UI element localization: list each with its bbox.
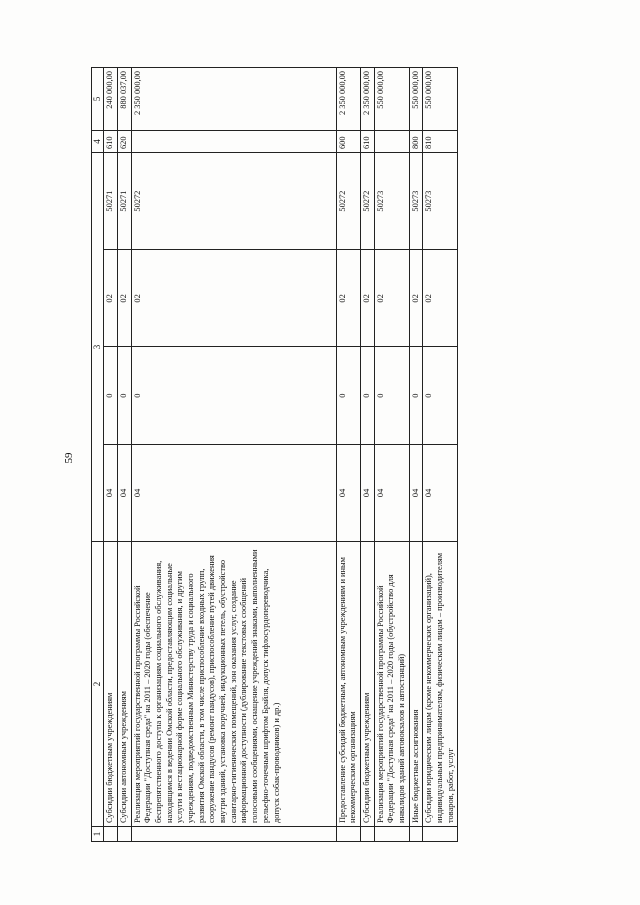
header-col-5: 5 <box>92 68 104 131</box>
code-part: 0 <box>131 347 336 444</box>
code-part: 0 <box>409 347 423 444</box>
table-row <box>361 68 375 842</box>
row-description: Предоставление субсидий бюджетным, автономным учреждениям и иным некоммерческим организациям <box>336 542 360 827</box>
row-description: Субсидии автономным учреждениям <box>118 542 132 827</box>
code-part: 02 <box>104 250 118 347</box>
table-row <box>374 68 409 842</box>
row-description: Реализация мероприятий государственной программы Российской Федерации "Доступная среда" на 2011 – 2020 годы (обеспечение беспрепятственного доступа к организациям социального обслуживания, находящимся в ведении Омской области, предоставляющим социальные услуги в нестационарной форме социального обслуживания, и другим учреждениям, подведомственным Министерству труда и социального развития Омской области, в том числе приспособление входных групп, сооружение пандусов (ремонт пандусов), приспособление путей движения внутри зданий, установка поручней, индукционных петель, обустройство санитарно-гигиенических помещений, зон оказания услуг, создание информационной доступности (дублирование текстовых сообщений голосовыми сообщениями, оснащение учреждений знаками, выполненными рельефно-точечным шрифтом Брайля, допуск тифлосурдопереводчика, допуск собак-проводников) и др.) <box>131 542 336 827</box>
expense-type: 600 <box>336 131 360 153</box>
code-part: 50271 <box>104 153 118 250</box>
row-number-cell <box>104 827 118 842</box>
code-part: 0 <box>361 347 375 444</box>
code-part: 02 <box>361 250 375 347</box>
table-row <box>409 68 423 842</box>
amount: 240 000,00 <box>104 68 118 131</box>
code-part: 02 <box>131 250 336 347</box>
row-number-cell <box>423 827 458 842</box>
row-number-cell <box>131 827 336 842</box>
amount: 550 000,00 <box>374 68 409 131</box>
code-part: 50273 <box>423 153 458 250</box>
code-part: 04 <box>409 444 423 541</box>
amount: 2 350 000,00 <box>131 68 336 131</box>
row-description: Субсидии бюджетным учреждениям <box>361 542 375 827</box>
code-part: 02 <box>374 250 409 347</box>
code-part: 50272 <box>131 153 336 250</box>
code-part: 04 <box>104 444 118 541</box>
code-part: 02 <box>336 250 360 347</box>
row-number-cell <box>374 827 409 842</box>
table-row <box>423 68 458 842</box>
expense-type: 810 <box>423 131 458 153</box>
amount: 550 000,00 <box>409 68 423 131</box>
code-part: 50271 <box>118 153 132 250</box>
expense-type: 800 <box>409 131 423 153</box>
row-description: Реализация мероприятий государственной программы Российской Федерации "Доступная среда" на 2011 – 2020 годы (обустройство для инвалидов зданий автовокзалов и автостанций) <box>374 542 409 827</box>
code-part: 04 <box>336 444 360 541</box>
code-part: 04 <box>361 444 375 541</box>
code-part: 50272 <box>361 153 375 250</box>
amount: 550 000,00 <box>423 68 458 131</box>
row-description: Субсидии бюджетным учреждениям <box>104 542 118 827</box>
table-row <box>118 68 132 842</box>
expense-type <box>131 131 336 153</box>
expense-type: 610 <box>361 131 375 153</box>
code-part: 0 <box>336 347 360 444</box>
rotated-table-page <box>63 67 551 842</box>
code-part: 02 <box>409 250 423 347</box>
table-header-row <box>92 68 104 842</box>
code-part: 0 <box>104 347 118 444</box>
expense-type <box>374 131 409 153</box>
row-number-cell <box>118 827 132 842</box>
row-description: Иные бюджетные ассигнования <box>409 542 423 827</box>
code-part: 02 <box>423 250 458 347</box>
code-part: 04 <box>131 444 336 541</box>
budget-table <box>91 67 458 842</box>
amount: 2 350 000,00 <box>361 68 375 131</box>
code-part: 04 <box>374 444 409 541</box>
expense-type: 620 <box>118 131 132 153</box>
code-part: 0 <box>423 347 458 444</box>
code-part: 02 <box>118 250 132 347</box>
table-row <box>131 68 336 842</box>
row-description: Субсидии юридическим лицам (кроме некоммерческих организаций), индивидуальным предпринимателям, физическим лицам – производителям товаров, работ, услуг <box>423 542 458 827</box>
code-part: 0 <box>374 347 409 444</box>
table-row <box>336 68 360 842</box>
header-col-4: 4 <box>92 131 104 153</box>
amount: 2 350 000,00 <box>336 68 360 131</box>
header-col-2: 2 <box>92 542 104 827</box>
code-part: 50273 <box>409 153 423 250</box>
row-number-cell <box>361 827 375 842</box>
code-part: 50273 <box>374 153 409 250</box>
amount: 880 037,00 <box>118 68 132 131</box>
expense-type: 610 <box>104 131 118 153</box>
page-number: 59 <box>63 452 75 464</box>
header-col-3: 3 <box>92 153 104 542</box>
header-col-1: 1 <box>92 827 104 842</box>
code-part: 50272 <box>336 153 360 250</box>
table-row <box>104 68 118 842</box>
row-number-cell <box>409 827 423 842</box>
code-part: 04 <box>118 444 132 541</box>
code-part: 04 <box>423 444 458 541</box>
row-number-cell <box>336 827 360 842</box>
code-part: 0 <box>118 347 132 444</box>
